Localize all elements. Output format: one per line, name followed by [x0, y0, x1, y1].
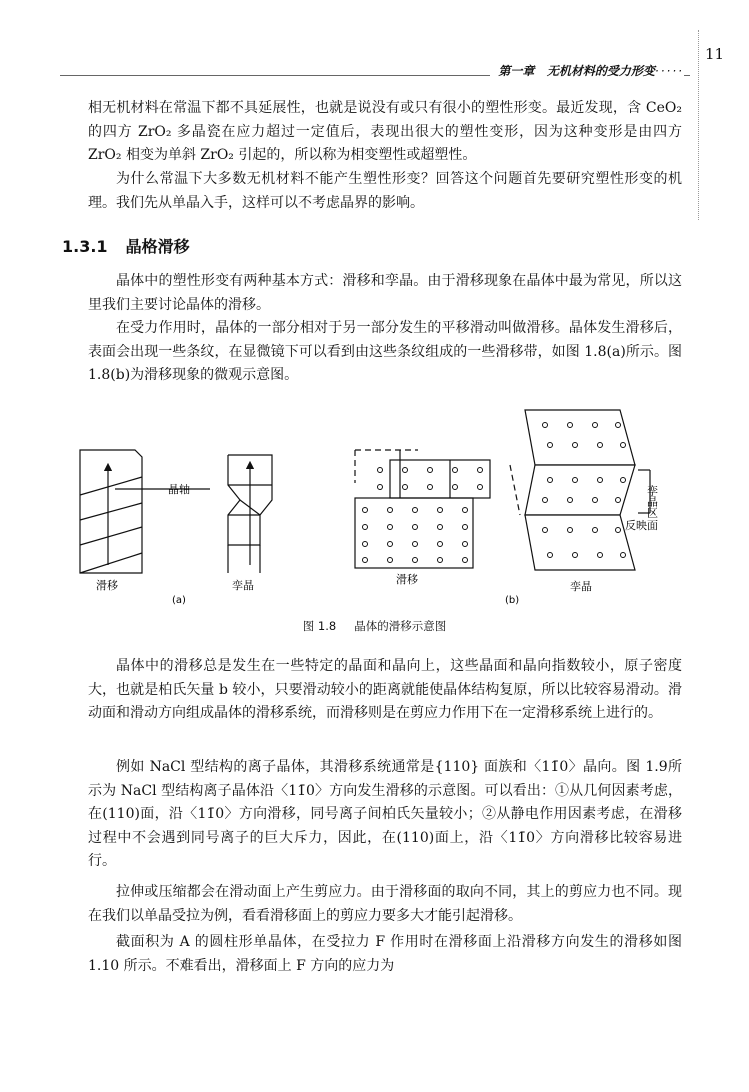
slip-lattice-drawing: [355, 450, 490, 568]
section-heading: [62, 234, 190, 257]
section-title: 晶格滑移: [125, 237, 190, 256]
crystal-axis-label: 晶轴: [168, 483, 190, 496]
slip-twin-diagram: [60, 405, 690, 605]
paragraph: 晶体中的塑性形变有两种基本方式：滑移和孪晶。由于滑移现象在晶体中最为常见，所以这里我们主要讨论晶体的滑移。: [88, 273, 682, 313]
paragraph: 拉伸或压缩都会在滑动面上产生剪应力。由于滑移面的取向不同，其上的剪应力也不同。现在我们以单晶受拉为例，看看滑移面上的剪应力要多大才能引起滑移。: [88, 884, 682, 924]
margin-dotted-line: [698, 30, 699, 220]
slip-specimen-drawing: [80, 450, 142, 573]
paragraph: 为什么常温下大多数无机材料不能产生塑性形变？回答这个问题首先要研究塑性形变的机理。我们先从单晶入手，这样可以不考虑晶界的影响。: [88, 171, 682, 211]
figure-caption: [0, 618, 749, 634]
figure-label-a: (a): [172, 595, 186, 605]
twin-label-a: 孪晶: [232, 579, 254, 592]
twin-zone-label: 孪晶区: [645, 485, 659, 518]
page-number: 11: [705, 45, 725, 63]
running-head-chapter: 第一章: [498, 64, 535, 78]
paragraph: 在受力作用时，晶体的一部分相对于另一部分发生的平移滑动叫做滑移。晶体发生滑移后，表面会出现一些条纹，在显微镜下可以看到由这些条纹组成的一些滑移带，如图 1.8(a)所示。图 1.8(b)为滑移现象的微观示意图。: [88, 320, 682, 383]
paragraph: 截面积为 A 的圆柱形单晶体，在受拉力 F 作用时在滑移面上沿滑移方向发生的滑移如图 1.10 所示。不难看出，滑移面上 F 方向的应力为: [88, 934, 682, 974]
paragraph: 例如 NaCl 型结构的离子晶体，其滑移系统通常是{110} 面族和〈11̄0〉晶向。图 1.9所示为 NaCl 型结构离子晶体沿〈11̄0〉方向发生滑移的示意图。可以看出：①从几何因素考虑，在(110)面，沿〈11̄0〉方向滑移，同号离子间柏氏矢量较小；②从静电作用因素考虑，在滑移过程中不会遇到同号离子的巨大斥力，因此，在(110)面上，沿〈11̄0〉方向滑移比较容易进行。: [88, 759, 682, 869]
paragraph-continued: 相无机材料在常温下都不具延展性，也就是说没有或只有很小的塑性形变。最近发现，含 CeO₂ 的四方 ZrO₂ 多晶瓷在应力超过一定值后，表现出很大的塑性变形，因为这种变形是由四方 ZrO₂ 相变为单斜 ZrO₂ 引起的，所以称为相变塑性或超塑性。: [88, 100, 682, 163]
twin-label-b: 孪晶: [570, 580, 592, 593]
figure-caption-text: 晶体的滑移示意图: [354, 619, 447, 633]
slip-label-a: 滑移: [96, 579, 118, 592]
running-head: 第一章 无机材料的受力形变·····: [490, 62, 684, 79]
figure-caption-number: 图 1.8: [302, 619, 337, 633]
figure-1-8: [60, 405, 690, 605]
running-head-title: 无机材料的受力形变: [546, 64, 655, 78]
twin-lattice-drawing: [510, 410, 650, 570]
paragraph: 晶体中的滑移总是发生在一些特定的晶面和晶向上，这些晶面和晶向指数较小，原子密度大，也就是柏氏矢量 b 较小，只要滑动较小的距离就能使晶体结构复原，所以比较容易滑动。滑动面和滑动方向组成晶体的滑移系统，而滑移则是在剪应力作用下在一定滑移系统上进行的。: [88, 658, 682, 721]
slip-label-b: 滑移: [396, 573, 418, 586]
section-number: 1.3.1: [62, 237, 108, 256]
mirror-plane-label: 反映面: [625, 519, 658, 532]
figure-label-b: (b): [505, 595, 520, 605]
